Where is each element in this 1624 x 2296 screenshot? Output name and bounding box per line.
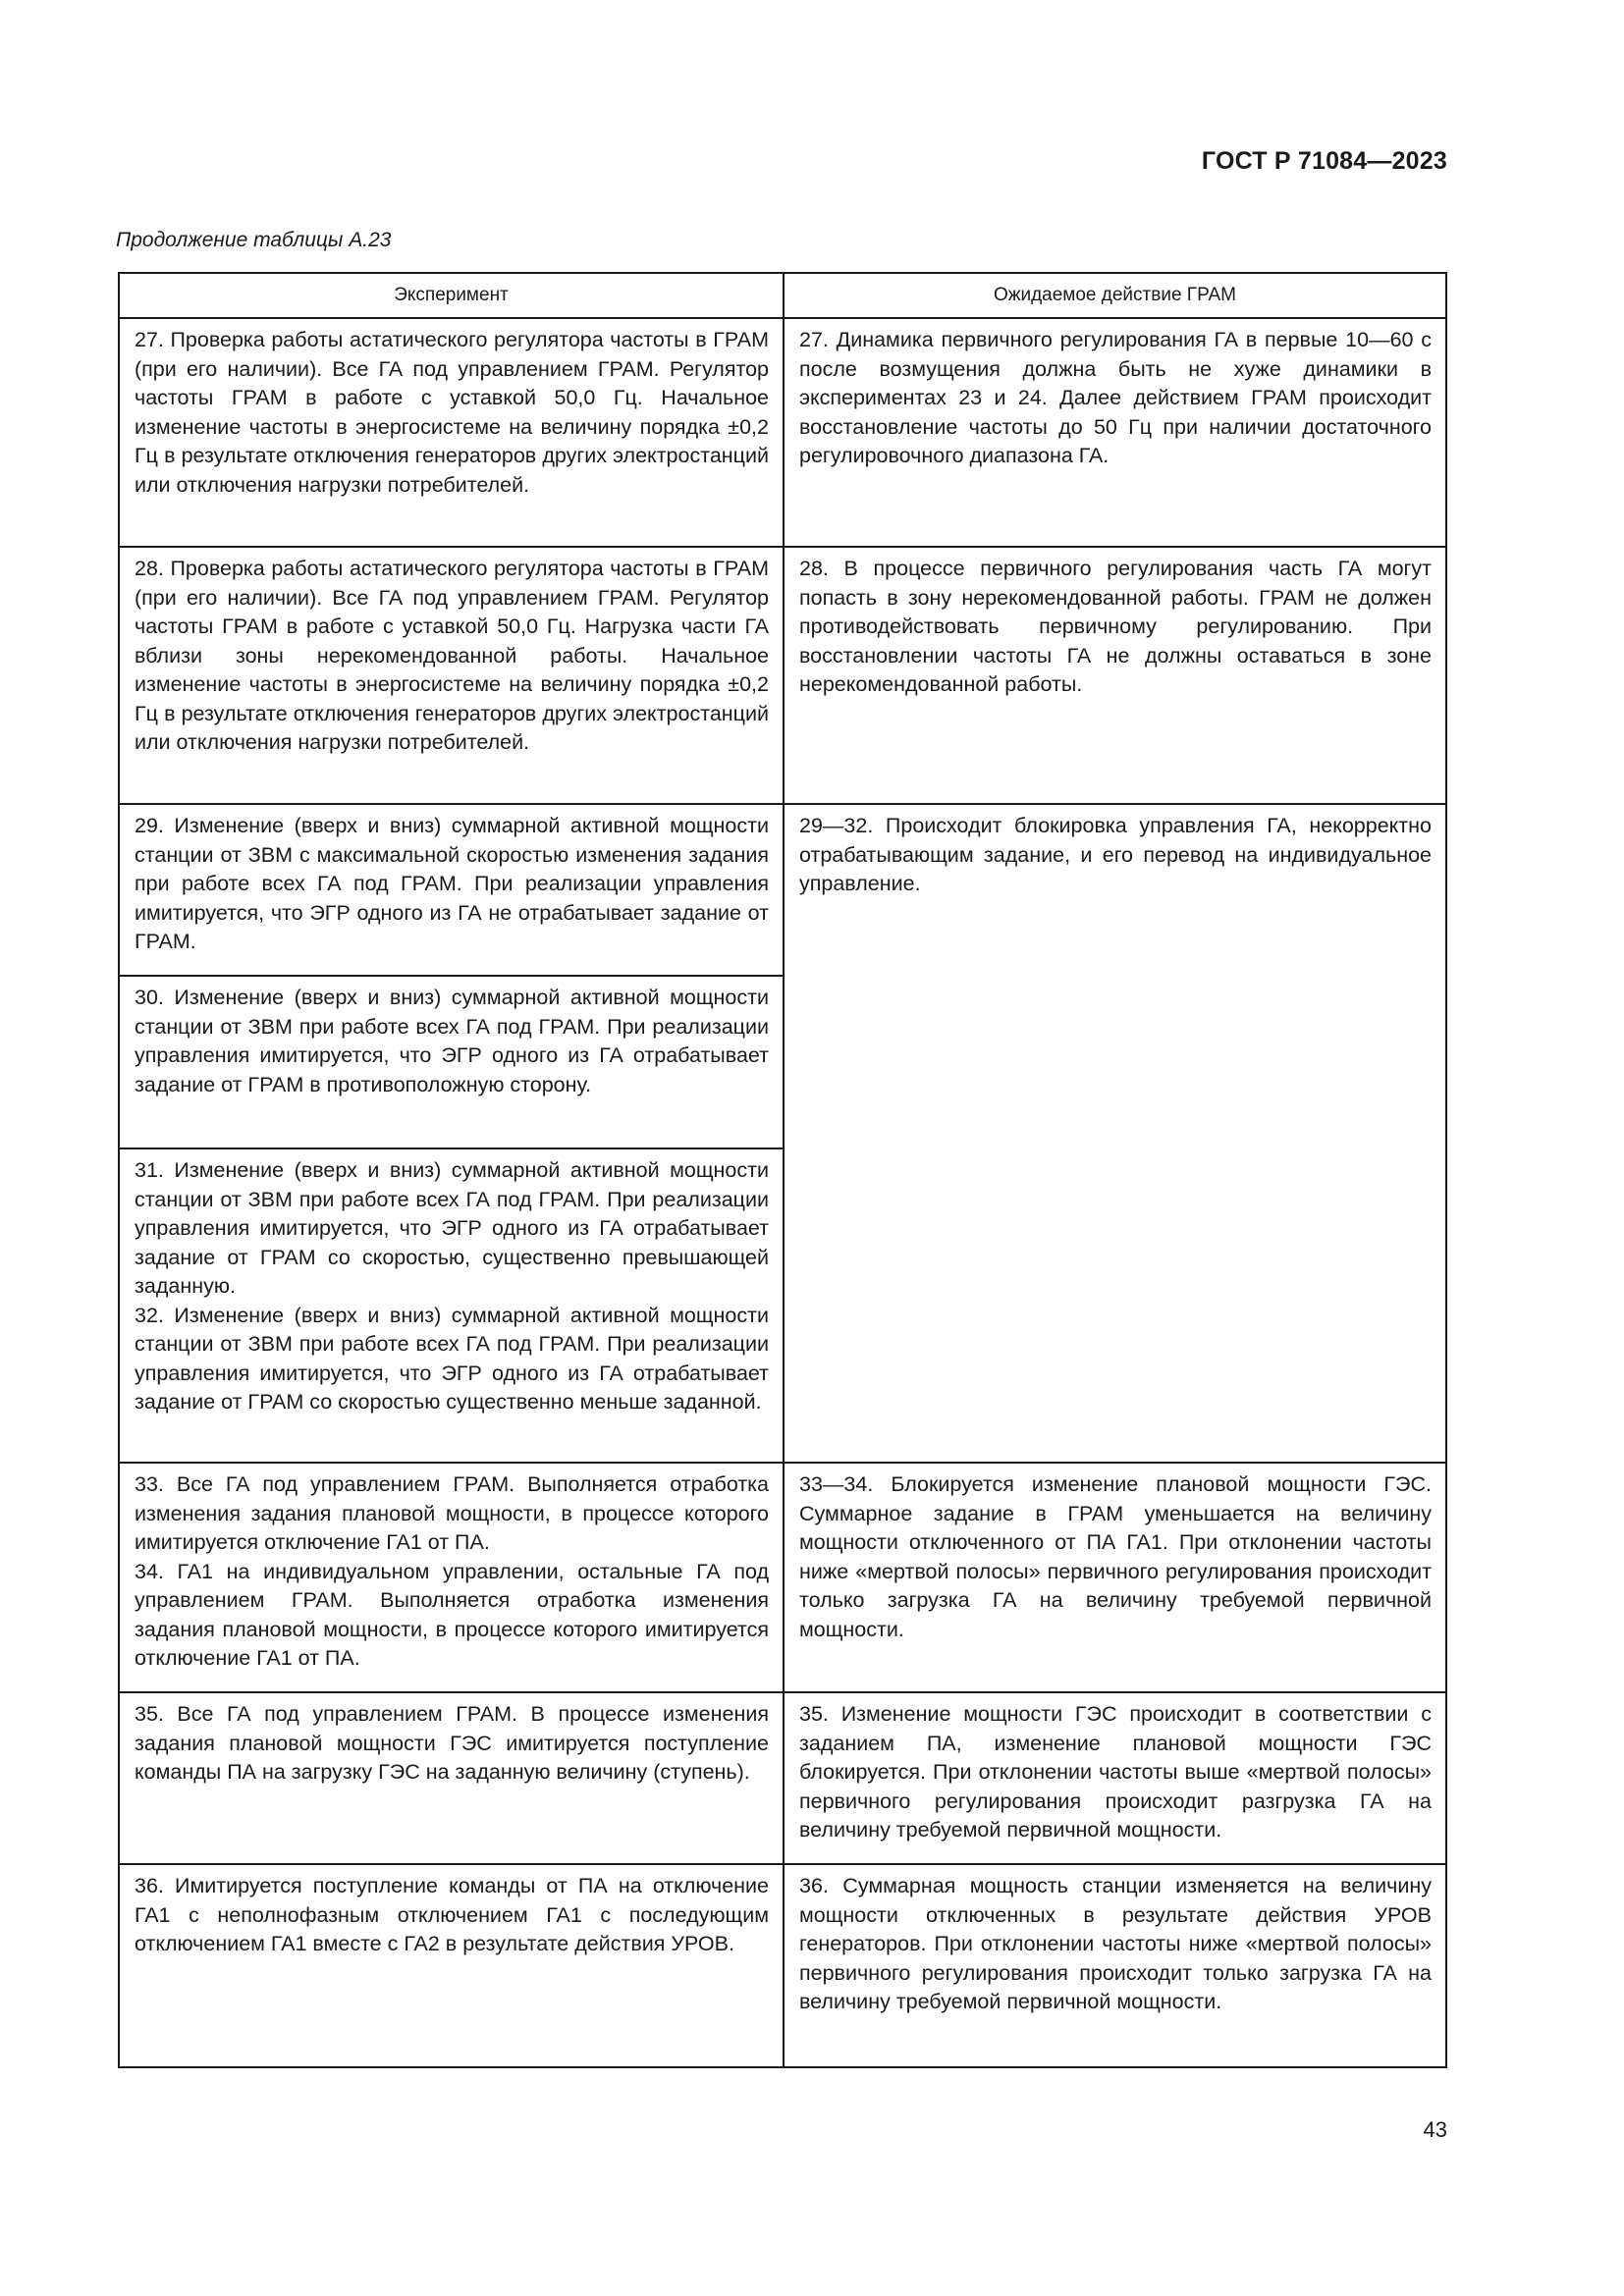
table-row — [119, 1864, 1446, 2067]
experiment-cell: 29. Изменение (вверх и вниз) суммарной активной мощности станции от ЗВМ с максимальной скоростью изменения задания при работе всех ГА под ГРАМ. При реализации управления имитируется, что ЭГР одного из ГА не отрабатывает задание от ГРАМ. — [119, 804, 784, 976]
experiment-text: 33. Все ГА под управлением ГРАМ. Выполняется отработка изменения задания плановой мощности, в процессе которого имитируется отключение ГА1 от ПА. — [135, 1472, 769, 1554]
experiment-cell: 35. Все ГА под управлением ГРАМ. В процессе изменения задания плановой мощности ГЭС имитируется поступление команды ПА на загрузку ГЭС на заданную величину (ступень). — [119, 1692, 784, 1864]
document-code: ГОСТ Р 71084—2023 — [1201, 147, 1447, 175]
expected-action-cell: 35. Изменение мощности ГЭС происходит в соответствии с заданием ПА, изменение плановой мощности ГЭС блокируется. При отклонении частоты выше «мертвой полосы» первичного регулирования происходит разгрузка ГА на величину требуемой первичной мощности. — [784, 1692, 1446, 1864]
experiment-text: 32. Изменение (вверх и вниз) суммарной активной мощности станции от ЗВМ при работе всех ГА под ГРАМ. При реализации управления имитируется, что ЭГР одного из ГА отрабатывает задание от ГРАМ со скоростью существенно меньше заданной. — [135, 1303, 769, 1414]
experiments-table — [118, 272, 1447, 2068]
experiment-cell: 30. Изменение (вверх и вниз) суммарной активной мощности станции от ЗВМ при работе всех ГА под ГРАМ. При реализации управления имитируется, что ЭГР одного из ГА отрабатывает задание от ГРАМ в противоположную сторону. — [119, 976, 784, 1148]
experiment-cell: 28. Проверка работы астатического регулятора частоты в ГРАМ (при его наличии). Все ГА под управлением ГРАМ. Регулятор частоты ГРАМ в работе с уставкой 50,0 Гц. Нагрузка части ГА вблизи зоны нерекомендованной работы. Начальное изменение частоты в энергосистеме на величину порядка ±0,2 Гц в результате отключения генераторов других электростанций или отключения нагрузки потребителей. — [119, 547, 784, 804]
experiment-text: 34. ГА1 на индивидуальном управлении, остальные ГА под управлением ГРАМ. Выполняется отработка изменения задания плановой мощности, в процессе которого имитируется отключение ГА1 от ПА. — [135, 1559, 769, 1670]
column-header-experiment: Эксперимент — [119, 273, 784, 318]
column-header-expected-action: Ожидаемое действие ГРАМ — [784, 273, 1446, 318]
table-continuation-caption: Продолжение таблицы А.23 — [116, 229, 392, 251]
page-number: 43 — [1423, 2117, 1447, 2142]
experiment-cell — [119, 1148, 784, 1463]
experiment-cell: 27. Проверка работы астатического регулятора частоты в ГРАМ (при его наличии). Все ГА под управлением ГРАМ. Регулятор частоты ГРАМ в работе с уставкой 50,0 Гц. Начальное изменение частоты в энергосистеме на величину порядка ±0,2 Гц в результате отключения генераторов других электростанций или отключения нагрузки потребителей. — [119, 318, 784, 547]
table-row — [119, 804, 1446, 976]
table-row — [119, 547, 1446, 804]
expected-action-cell: 28. В процессе первичного регулирования часть ГА могут попасть в зону нерекомендованной работы. ГРАМ не должен противодействовать первичному регулированию. При восстановлении частоты ГА не должны оставаться в зоне нерекомендованной работы. — [784, 547, 1446, 804]
table-row — [119, 318, 1446, 547]
expected-action-cell: 33—34. Блокируется изменение плановой мощности ГЭС. Суммарное задание в ГРАМ уменьшается на величину мощности отключенного от ПА ГА1. При отклонении частоты ниже «мертвой полосы» первичного регулирования происходит только загрузка ГА на величину требуемой первичной мощности. — [784, 1463, 1446, 1692]
expected-action-cell: 27. Динамика первичного регулирования ГА в первые 10—60 с после возмущения должна быть не хуже динамики в экспериментах 23 и 24. Далее действием ГРАМ происходит восстановление частоты до 50 Гц при наличии достаточного регулировочного диапазона ГА. — [784, 318, 1446, 547]
experiment-cell — [119, 1463, 784, 1692]
expected-action-cell: 29—32. Происходит блокировка управления ГА, некорректно отрабатывающим задание, и его перевод на индивидуальное управление. — [784, 804, 1446, 1463]
expected-action-cell: 36. Суммарная мощность станции изменяется на величину мощности отключенных в результате действия УРОВ генераторов. При отклонении частоты ниже «мертвой полосы» первичного регулирования происходит только загрузка ГА на величину требуемой первичной мощности. — [784, 1864, 1446, 2067]
table-row — [119, 1463, 1446, 1692]
table-header-row — [119, 273, 1446, 318]
table-row — [119, 1692, 1446, 1864]
experiment-text: 31. Изменение (вверх и вниз) суммарной активной мощности станции от ЗВМ при работе всех ГА под ГРАМ. При реализации управления имитируется, что ЭГР одного из ГА отрабатывает задание от ГРАМ со скоростью, существенно превышающей заданную. — [135, 1158, 769, 1298]
experiment-cell: 36. Имитируется поступление команды от ПА на отключение ГА1 с неполнофазным отключением ГА1 с последующим отключением ГА1 вместе с ГА2 в результате действия УРОВ. — [119, 1864, 784, 2067]
